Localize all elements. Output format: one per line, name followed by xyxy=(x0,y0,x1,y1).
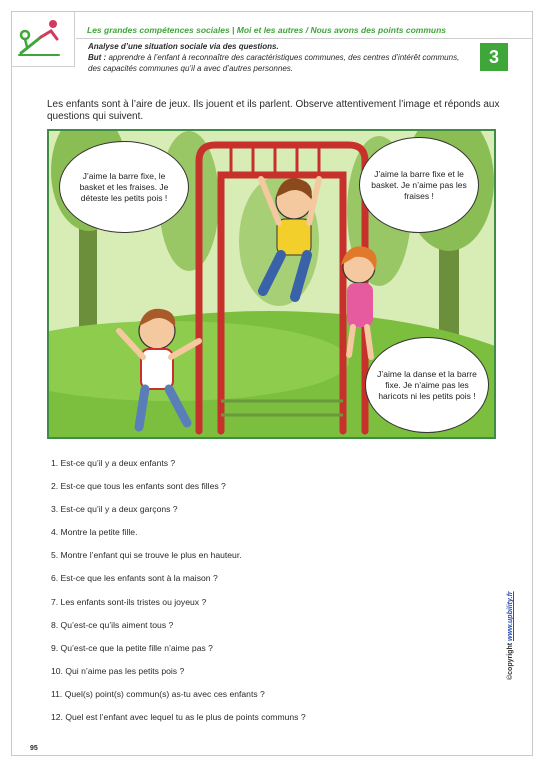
question-item: 4. Montre la petite fille. xyxy=(51,527,138,538)
goal-text: apprendre à l’enfant à reconnaître des caractéristiques communes, des centres d’intérêt communs, des capacités communes qu’il a avec d’autres personnes. xyxy=(88,53,460,73)
instruction-text: Les enfants sont à l’aire de jeux. Ils jouent et ils parlent. Observe attentivement l’image et réponds aux questions qui suivent. xyxy=(47,99,500,122)
question-item: 3. Est-ce qu’il y a deux garçons ? xyxy=(51,504,178,515)
speech-bubble-left: J’aime la barre fixe, le basket et les fraises. Je déteste les petits pois ! xyxy=(59,141,189,233)
intro-goal xyxy=(88,52,468,74)
copyright-link[interactable]: www.upbility.fr xyxy=(507,591,514,641)
question-item: 5. Montre l’enfant qui se trouve le plus en hauteur. xyxy=(51,550,242,561)
question-item: 6. Est-ce que les enfants sont à la maison ? xyxy=(51,573,218,584)
intro-block xyxy=(88,41,468,74)
goal-label: But : xyxy=(88,53,107,62)
breadcrumb: Les grandes compétences sociales | Moi et les autres / Nous avons des points communs xyxy=(87,25,447,35)
speech-bubble-right-bottom: J’aime la danse et la barre fixe. Je n’aime pas les haricots ni les petits pois ! xyxy=(365,337,489,433)
intro-title: Analyse d’une situation sociale via des questions. xyxy=(88,42,279,51)
logo-box xyxy=(11,11,75,67)
question-item: 2. Est-ce que tous les enfants sont des filles ? xyxy=(51,481,226,492)
speech-bubble-right-top: J’aime la barre fixe et le basket. Je n’aime pas les fraises ! xyxy=(359,137,479,233)
question-item: 9. Qu’est-ce que la petite fille n’aime pas ? xyxy=(51,642,213,653)
playground-illustration xyxy=(47,129,496,439)
question-item: 7. Les enfants sont-ils tristes ou joyeux ? xyxy=(51,596,207,607)
question-item: 8. Qu’est-ce qu’ils aiment tous ? xyxy=(51,619,174,630)
question-item: 1. Est-ce qu’il y a deux enfants ? xyxy=(51,458,176,468)
header-divider xyxy=(76,38,533,39)
question-list xyxy=(51,452,491,729)
question-item: 11. Quel(s) point(s) commun(s) as-tu avec ces enfants ? xyxy=(51,688,265,699)
question-item: 12. Quel est l’enfant avec lequel tu as le plus de points communs ? xyxy=(51,712,306,723)
seesaw-children-icon xyxy=(11,11,73,65)
question-item: 10. Qui n’aime pas les petits pois ? xyxy=(51,665,185,676)
copyright-notice xyxy=(507,591,514,680)
page-number: 95 xyxy=(30,745,38,752)
copyright-label: ©copyright xyxy=(507,641,514,680)
lesson-number-badge: 3 xyxy=(480,43,508,71)
